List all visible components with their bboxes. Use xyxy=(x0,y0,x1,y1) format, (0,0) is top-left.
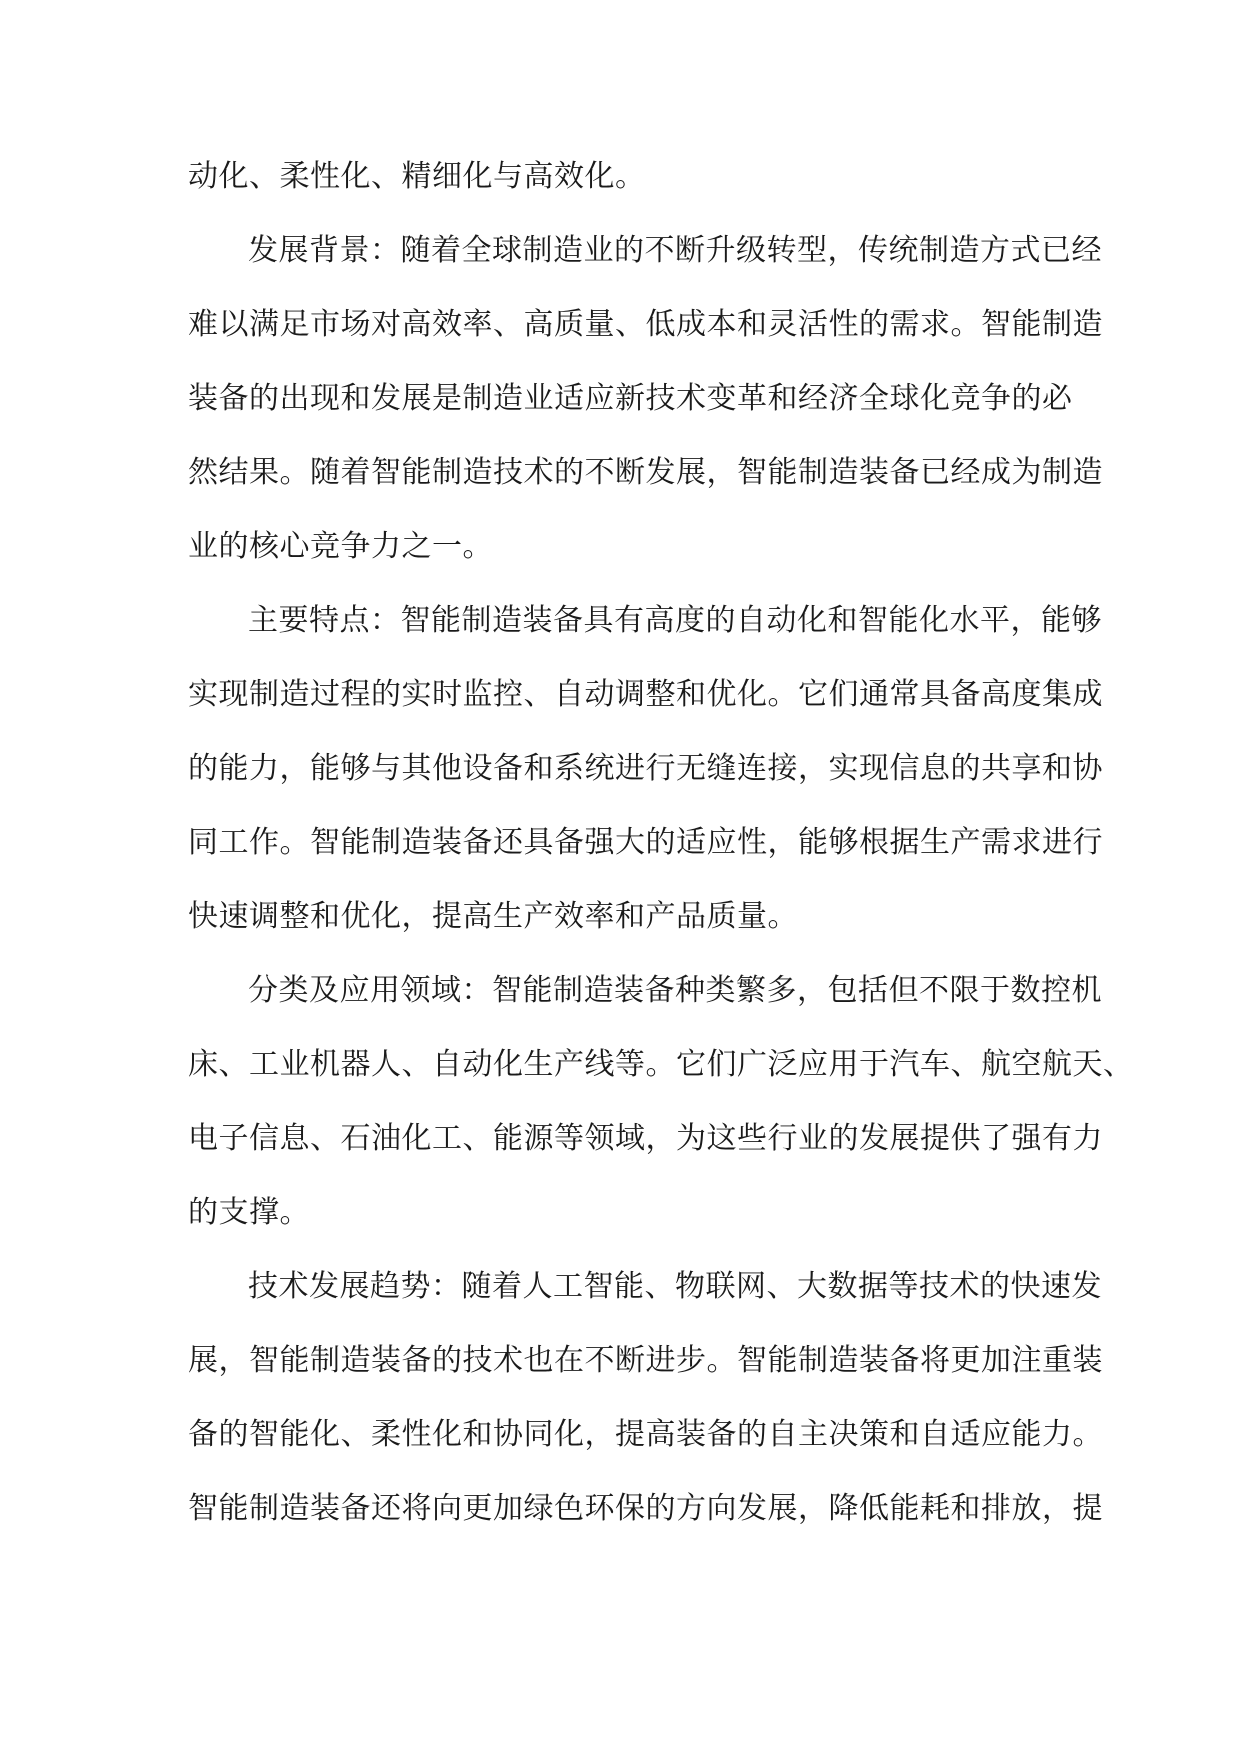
paragraph-start-line: 分类及应用领域：智能制造装备种类繁多，包括但不限于数控机 xyxy=(248,973,1102,1008)
paragraph-start-line: 发展背景：随着全球制造业的不断升级转型，传统制造方式已经 xyxy=(248,233,1102,268)
text-line: 实现制造过程的实时监控、自动调整和优化。它们通常具备高度集成 xyxy=(188,677,1103,712)
text-line: 同工作。智能制造装备还具备强大的适应性，能够根据生产需求进行 xyxy=(188,825,1103,860)
body-text xyxy=(188,140,1134,1546)
text-line: 业的核心竞争力之一。 xyxy=(188,529,493,564)
paragraph-start-line: 主要特点：智能制造装备具有高度的自动化和智能化水平，能够 xyxy=(248,603,1102,638)
text-line: 难以满足市场对高效率、高质量、低成本和灵活性的需求。智能制造 xyxy=(188,307,1103,342)
text-line: 快速调整和优化，提高生产效率和产品质量。 xyxy=(188,899,798,934)
text-line: 的支撑。 xyxy=(188,1195,310,1230)
text-line: 智能制造装备还将向更加绿色环保的方向发展，降低能耗和排放，提 xyxy=(188,1491,1103,1526)
text-line: 电子信息、石油化工、能源等领域，为这些行业的发展提供了强有力 xyxy=(188,1121,1103,1156)
paragraph-start-line: 技术发展趋势：随着人工智能、物联网、大数据等技术的快速发 xyxy=(248,1269,1102,1304)
text-line: 床、工业机器人、自动化生产线等。它们广泛应用于汽车、航空航天、 xyxy=(188,1047,1134,1082)
text-line: 展，智能制造装备的技术也在不断进步。智能制造装备将更加注重装 xyxy=(188,1343,1103,1378)
text-line: 然结果。随着智能制造技术的不断发展，智能制造装备已经成为制造 xyxy=(188,455,1103,490)
text-line: 动化、柔性化、精细化与高效化。 xyxy=(188,159,646,194)
text-line: 备的智能化、柔性化和协同化，提高装备的自主决策和自适应能力。 xyxy=(188,1417,1103,1452)
text-line: 的能力，能够与其他设备和系统进行无缝连接，实现信息的共享和协 xyxy=(188,751,1103,786)
text-line: 装备的出现和发展是制造业适应新技术变革和经济全球化竞争的必 xyxy=(188,381,1073,416)
